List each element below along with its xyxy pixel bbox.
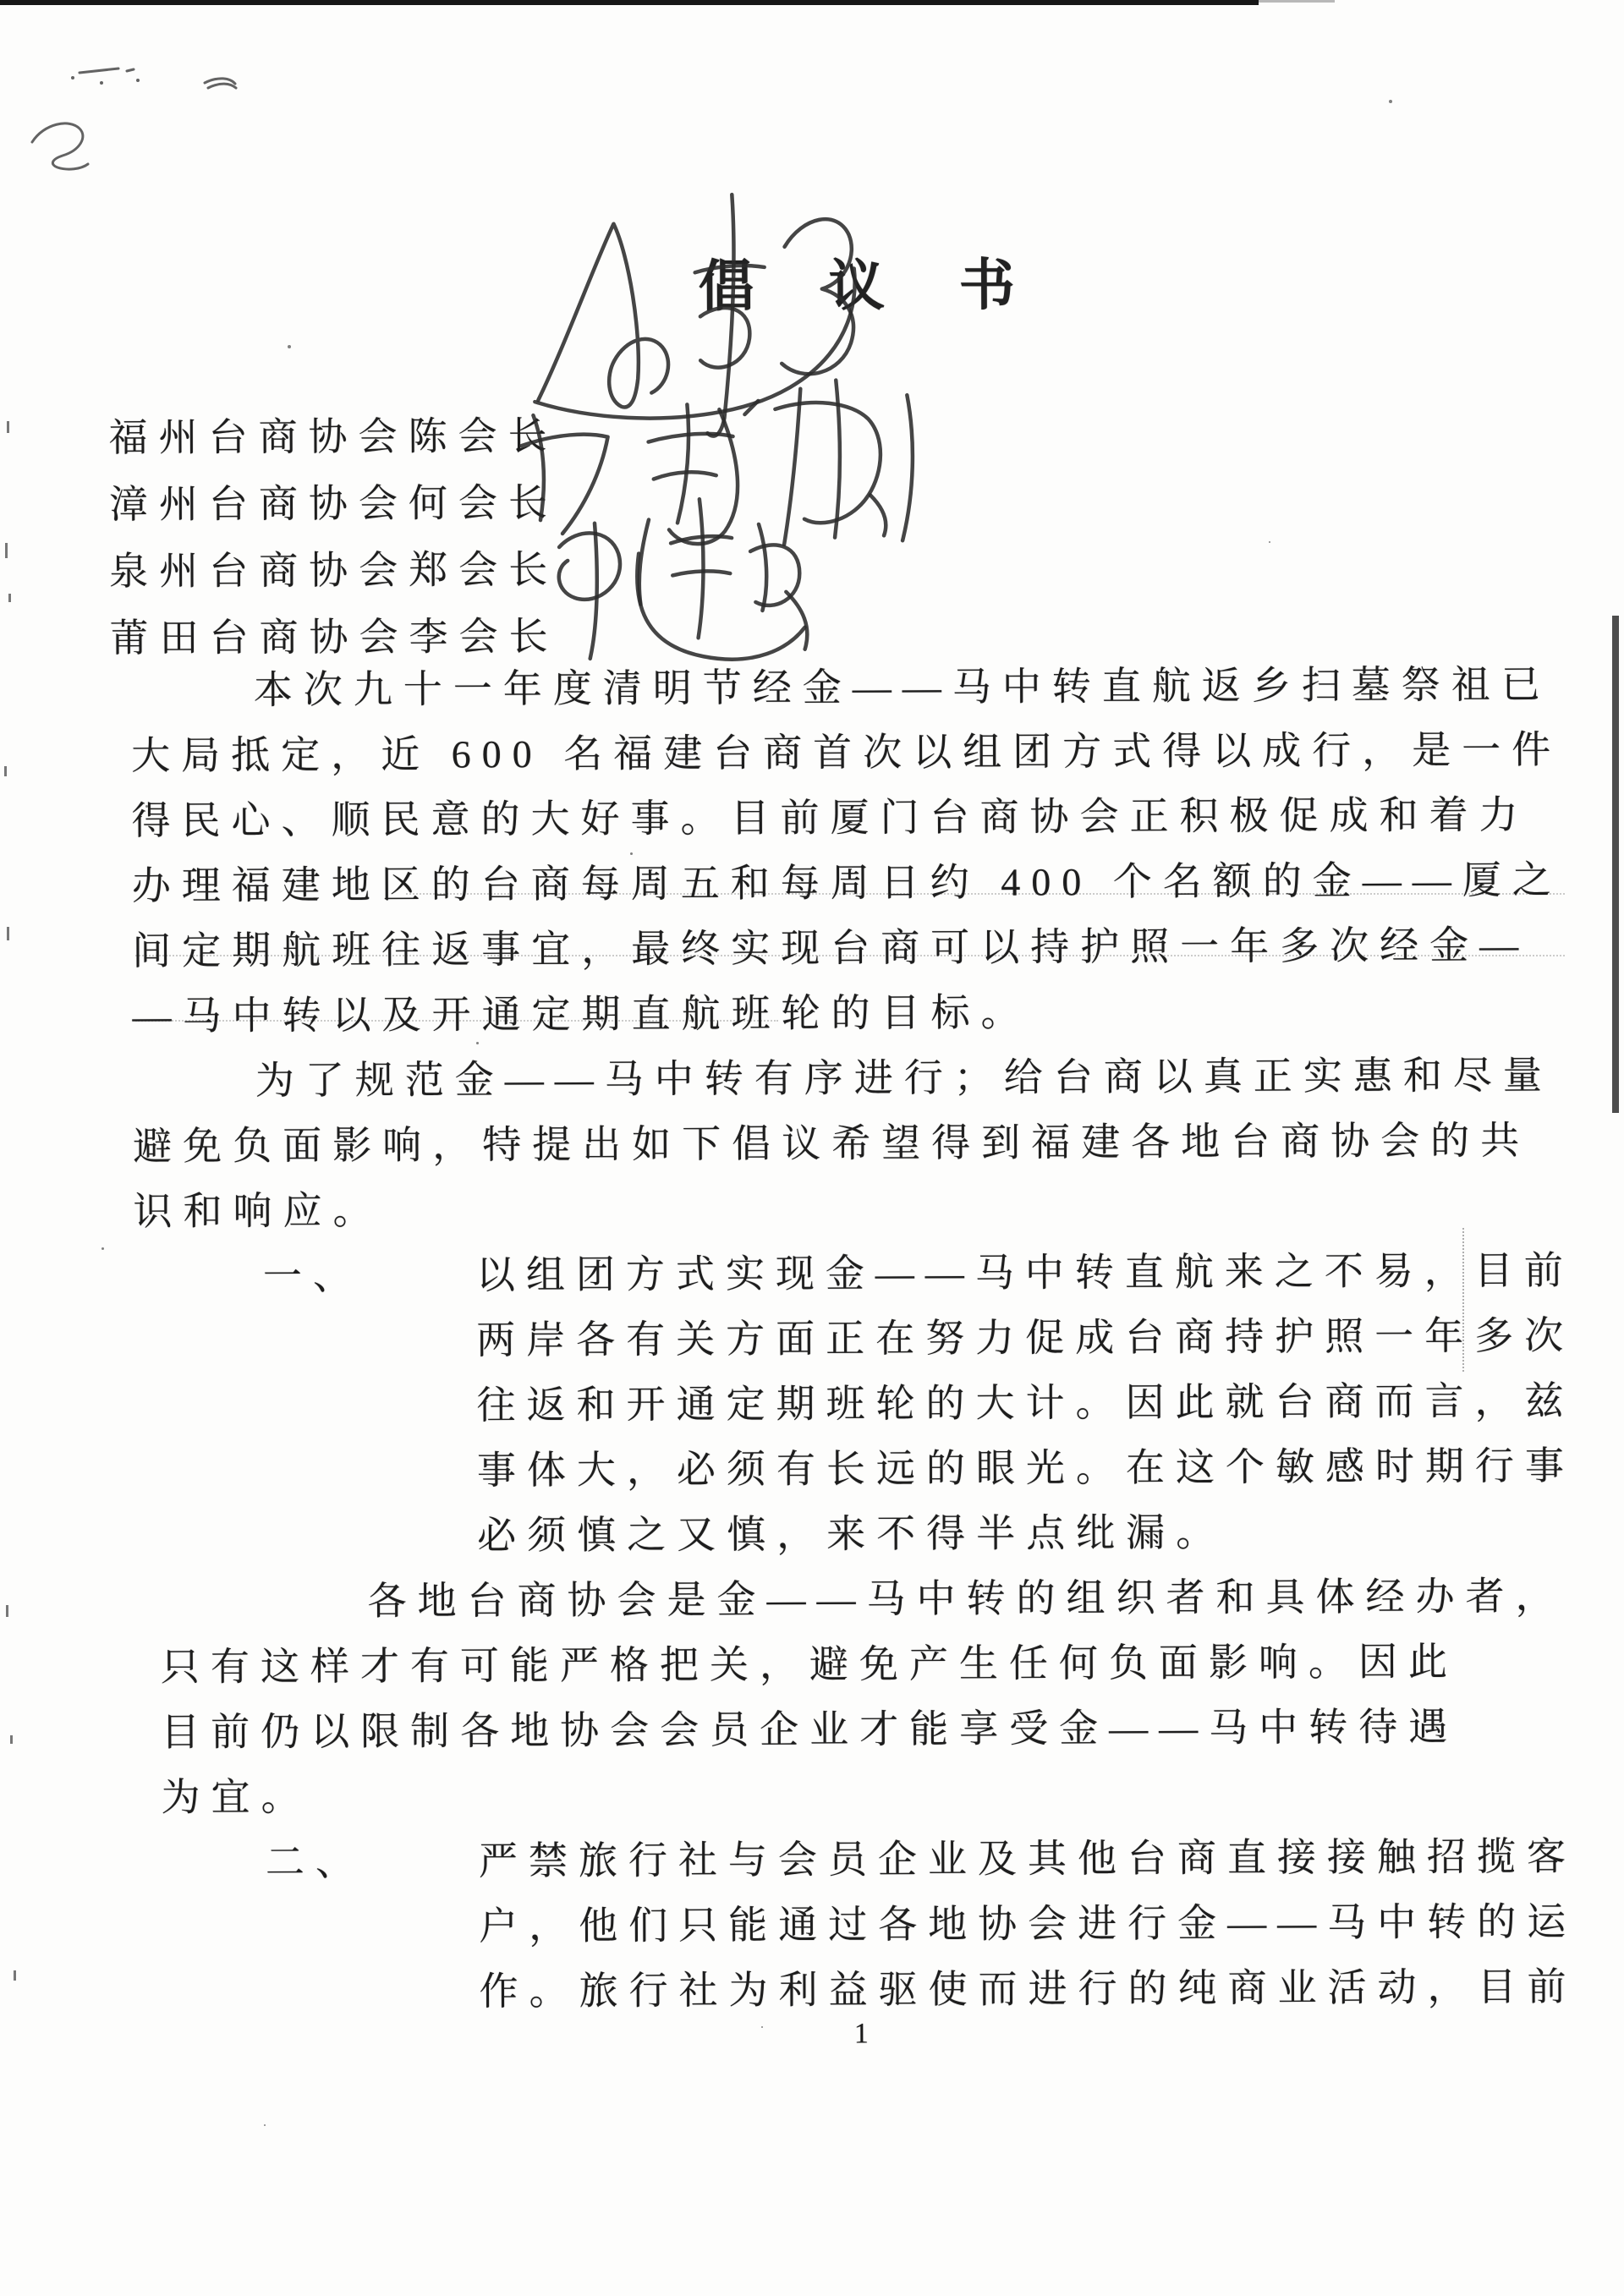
body-line: 避免负面影响，特提出如下倡议希望得到福建各地台商协会的共 <box>133 1118 1531 1169</box>
body-line: —马中转以及开通定期直航班轮的目标。 <box>132 990 1031 1038</box>
signature-2 <box>521 380 913 545</box>
recipient-line: 漳州台商协会何会长 <box>108 480 559 527</box>
list-number: 二、 <box>265 1840 366 1884</box>
body-line-list-item-1: 一、 以组团方式实现金——马中转直航来之不易，目前 <box>3 1237 1624 1309</box>
body-line-list-item-2: 二、 严禁旅行社与会员企业及其他台商直接接触招揽客 <box>5 1823 1624 1895</box>
document-body <box>0 651 1624 2025</box>
body-line: 得民心、顺民意的大好事。目前厦门台商协会正积极促成和着力 <box>131 792 1529 843</box>
body-line: 必须慎之又慎，来不得半点纰漏。 <box>477 1510 1226 1558</box>
recipient-line: 福州台商协会陈会长 <box>108 414 558 460</box>
recipient-line: 泉州台商协会郑会长 <box>109 547 559 594</box>
body-line: 大局抵定，近 600 名福建台商首次以组团方式得以成行，是一件 <box>131 727 1562 778</box>
body-line: 户，他们只能通过各地协会进行金——马中转的运 <box>479 1899 1577 1948</box>
body-line: 只有这样才有可能严格把关，避免产生任何负面影响。因此 <box>160 1640 1458 1690</box>
body-line: 作。旅行社为利益驱使而进行的纯商业活动，目前 <box>479 1964 1577 2014</box>
page-number: 1 <box>853 2018 869 2050</box>
recipient-list <box>108 403 558 671</box>
body-line: 间定期航班往返事宜，最终实现台商可以持护照一年多次经金— <box>132 923 1530 973</box>
signature-1 <box>534 194 855 436</box>
body-line: 各地台商协会是金——马中转的组织者和具体经办者， <box>367 1574 1566 1623</box>
body-line: 识和响应。 <box>133 1188 383 1234</box>
body-line: 事体大，必须有长远的眼光。在这个敏感时期行事 <box>476 1444 1575 1493</box>
handwritten-signatures <box>505 187 947 679</box>
body-line: 目前仍以限制各地协会会员企业才能享受金——马中转待遇 <box>161 1705 1459 1755</box>
body-line: 两岸各有关方面正在努力促成台商持护照一年多次 <box>476 1313 1575 1362</box>
body-line: 办理福建地区的台商每周五和每周日约 400 个名额的金——厦之 <box>131 858 1562 908</box>
body-line: 往返和开通定期班轮的大计。因此就台商而言，兹 <box>476 1378 1575 1427</box>
signature-3 <box>558 499 807 660</box>
body-line: 为了规范金——马中转有序进行；给台商以真正实惠和尽量 <box>255 1053 1553 1103</box>
recipient-line: 莆田台商协会李会长 <box>109 614 559 660</box>
list-number: 一、 <box>262 1254 363 1298</box>
document-title: 倡议书 <box>698 255 1089 319</box>
body-line: 本次九十一年度清明节经金——马中转直航返乡扫墓祭祖已 <box>253 662 1551 712</box>
body-line: 为宜。 <box>161 1775 311 1820</box>
